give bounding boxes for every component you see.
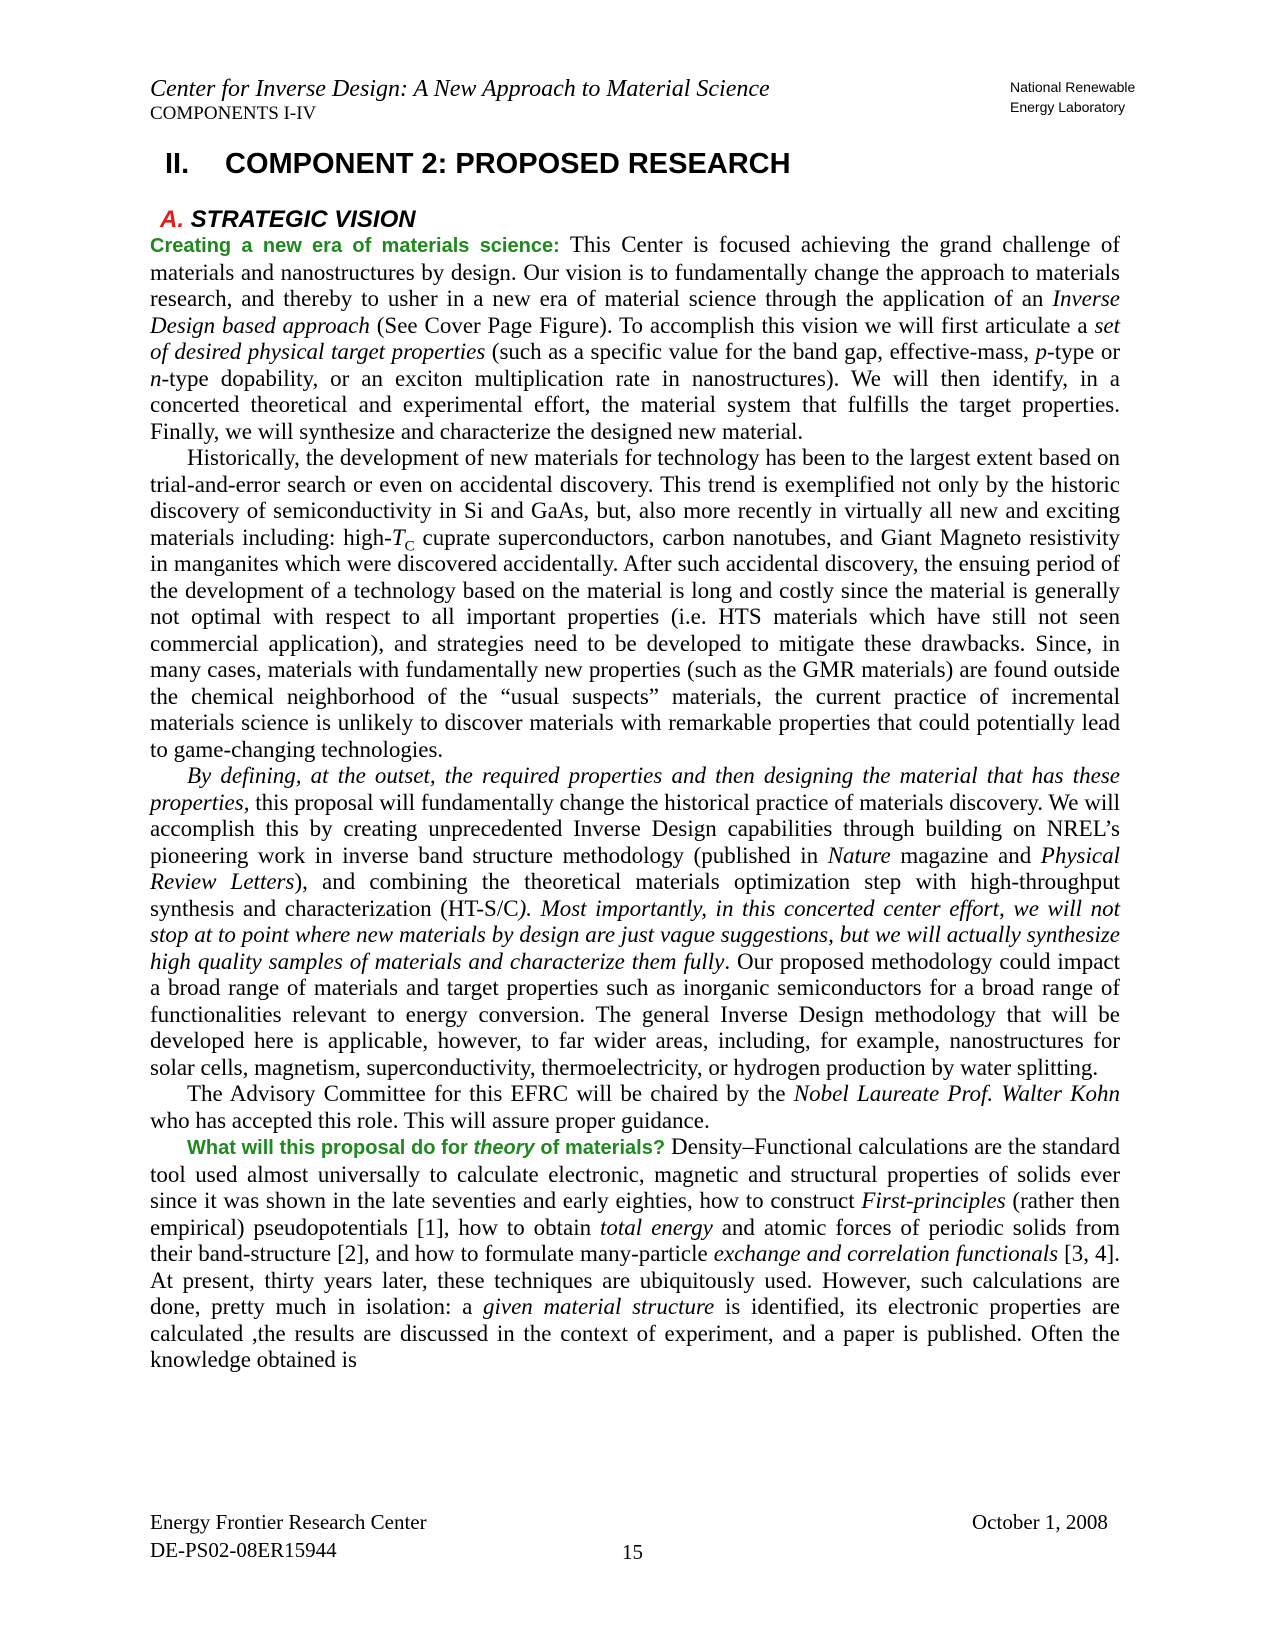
document-subtitle: COMPONENTS I-IV [150,103,317,124]
paragraph-approach [150,763,1120,1081]
text-run: (See Cover Page Figure). To accomplish this vision we will first articulate a [369,312,1095,338]
text-run: -type dopability, or an exciton multiplication rate in nanostructures). We will then identify, in a concerted theoretical and experimental effort, the material system that fulfills the target properties. Finally, we will synthesize and characterize the designed new material. [150,365,1120,444]
footer-grant-number: DE-PS02-08ER15944 [150,1538,337,1562]
organization-name [1010,77,1135,117]
section-title: COMPONENT 2: PROPOSED RESEARCH [225,148,791,180]
text-run: -type or [1047,339,1120,364]
paragraph-lead [187,1137,665,1159]
paragraph-lead: Creating a new era of materials science: [150,235,560,257]
text-run: this proposal will fundamentally change the historical practice of materials discovery. We will accomplish this by creating unprecedented Inverse Design capabilities through building on NREL’s pioneering work in inverse band structure methodology (published in [150,789,1120,868]
organization-line-2: Energy Laboratory [1010,99,1126,115]
document-title: Center for Inverse Design: A New Approach to Material Science [150,76,770,102]
italic-run: T [391,524,405,550]
text-run: Historically, the development of new materials for technology has been to the largest extent based on trial-and-error search or even on accidental discovery. This trend is exemplified not only by the historic discovery of semiconductivity in Si and GaAs, but, also more recently in virtually all new and exciting materials including: high- [150,445,1120,550]
italic-run: Nobel Laureate Prof. Walter Kohn [793,1081,1120,1106]
text-run: (rather then empirical) pseudopotentials [1], how to obtain [150,1188,1120,1240]
text-run: magazine and [890,842,1041,868]
italic-run: Physical Review Letters [150,842,1120,894]
body-text [150,232,1120,1374]
footer-left [150,1508,427,1564]
text-run: [3, 4]. At present, thirty years later, these techniques are ubiquitously used. However, such calculations are done, pretty much in isolation: a [150,1241,1120,1319]
italic-run: First-principles [861,1188,1006,1213]
organization-line-1: National Renewable [1010,79,1136,95]
text-run: who has accepted this role. This will assure proper guidance. [150,1107,710,1133]
italic-run: ). Most importantly, in this concerted center effort, we will not stop at to point where new materials by design are just vague suggestions, but we will actually synthesize high quality samples of materials and characterize them fully [150,895,1121,974]
text-run: The Advisory Committee for this EFRC will be chaired by the [187,1081,794,1106]
italic-run: n [150,365,162,391]
subsection-letter: A. [160,206,184,233]
paragraph-vision [150,232,1120,445]
subsection-heading [160,206,416,234]
section-number: II. [165,148,190,180]
italic-run: Nature [827,842,891,868]
text-run: cuprate superconductors, carbon nanotubes, and Giant Magneto resistivity in manganites which were discovered accidentally. After such accidental discovery, the ensuing period of the development of a technology based on the material is long and costly since the material is generally not optimal with respect to all important properties (i.e. HTS materials which have still not seen commercial application), and strategies need to be developed to mitigate these drawbacks. Since, in many cases, materials with fundamentally new properties (such as the GMR materials) are found outside the chemical neighborhood of the “usual suspects” materials, the current practice of incremental materials science is unlikely to discover materials with remarkable properties that could potentially lead to game-changing technologies. [150,524,1120,762]
text-run: and atomic forces of periodic solids from their band-structure [2], and how to formulate many-particle [150,1214,1120,1266]
page-number: 15 [622,1540,643,1564]
italic-run: exchange and correlation functionals [713,1241,1059,1266]
paragraph-advisory [150,1081,1120,1134]
text-run: is identified, its electronic properties are calculated ,the results are discussed in the context of experiment, and a paper is published. Often the knowledge obtained is [150,1294,1120,1372]
subscript: C [404,538,415,555]
italic-run: total energy [600,1214,713,1240]
italic-run: p [1035,339,1048,364]
subsection-title: STRATEGIC VISION [190,206,416,233]
text-run: . Our proposed methodology could impact a broad range of materials and target properties such as inorganic semiconductors for a broad range of functionalities relevant to energy conversion. The general Inverse Design methodology that will be developed here is applicable, however, to far wider areas, including, for example, nanostructures for solar cells, magnetism, superconductivity, thermoelectricity, or hydrogen production by water splitting. [150,948,1121,1080]
text-run: Density–Functional calculations are the standard tool used almost universally to calculate electronic, magnetic and structural properties of solids ever since it was shown in the late seventies and early eighties, how to construct [150,1134,1120,1213]
lead-text: of materials? [534,1137,666,1159]
running-header [150,76,770,125]
italic-run: By defining, at the outset, the required properties and then designing the material that has these properties, [150,763,1120,815]
footer-center-name: Energy Frontier Research Center [150,1510,427,1534]
section-heading [165,147,791,181]
footer-date: October 1, 2008 [972,1510,1108,1534]
paragraph-theory [150,1134,1120,1374]
text-run: (such as a specific value for the band gap, effective-mass, [485,339,1036,364]
italic-run: set of desired physical target properties [150,312,1121,364]
italic-run: given material structure [482,1294,715,1319]
paragraph-history [150,445,1120,763]
text-run: ), and combining the theoretical materials optimization step with high-throughput synthesis and characterization (HT-S/C [150,869,1120,921]
text-run: This Center is focused achieving the grand challenge of materials and nanostructures by design. Our vision is to fundamentally change the approach to materials research, and thereby to usher in a new era of material science through the application of an [150,232,1120,311]
italic-run: Inverse Design based approach [150,286,1120,338]
lead-text: What will this proposal do for [187,1137,474,1159]
lead-italic: theory [473,1137,535,1159]
